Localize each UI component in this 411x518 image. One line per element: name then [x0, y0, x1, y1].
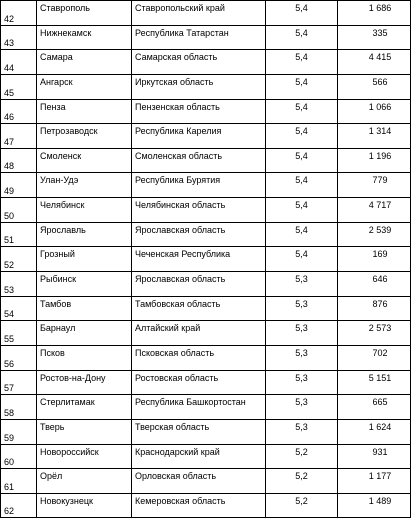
city-cell: Ярославль — [37, 222, 132, 247]
value-cell: 5,3 — [266, 321, 338, 346]
region-cell: Ярославская область — [132, 222, 266, 247]
city-cell: Тамбов — [37, 296, 132, 321]
rank-cell: 54 — [1, 296, 37, 321]
region-cell: Иркутская область — [132, 74, 266, 99]
table-row — [1, 222, 411, 247]
rank-cell: 48 — [1, 148, 37, 173]
rank-cell: 53 — [1, 272, 37, 297]
table-row — [1, 296, 411, 321]
region-cell: Тамбовская область — [132, 296, 266, 321]
value-cell: 5,4 — [266, 198, 338, 223]
rank-cell: 45 — [1, 74, 37, 99]
table-row — [1, 25, 411, 50]
region-cell: Республика Бурятия — [132, 173, 266, 198]
population-cell: 335 — [338, 25, 411, 50]
city-cell: Петрозаводск — [37, 124, 132, 149]
region-cell: Краснодарский край — [132, 444, 266, 469]
value-cell: 5,4 — [266, 74, 338, 99]
table-row — [1, 50, 411, 75]
table-row — [1, 99, 411, 124]
region-cell: Ставропольский край — [132, 1, 266, 26]
value-cell: 5,4 — [266, 25, 338, 50]
population-cell: 779 — [338, 173, 411, 198]
rank-cell: 44 — [1, 50, 37, 75]
region-cell: Чеченская Республика — [132, 247, 266, 272]
city-cell: Челябинск — [37, 198, 132, 223]
rank-cell: 58 — [1, 395, 37, 420]
value-cell: 5,3 — [266, 370, 338, 395]
value-cell: 5,2 — [266, 444, 338, 469]
city-cell: Псков — [37, 345, 132, 370]
rank-cell: 47 — [1, 124, 37, 149]
region-cell: Республика Башкортостан — [132, 395, 266, 420]
population-cell: 1 624 — [338, 419, 411, 444]
value-cell: 5,4 — [266, 124, 338, 149]
region-cell: Тверская область — [132, 419, 266, 444]
value-cell: 5,2 — [266, 469, 338, 494]
rank-cell: 61 — [1, 469, 37, 494]
table-row — [1, 469, 411, 494]
rank-cell: 50 — [1, 198, 37, 223]
rank-cell: 46 — [1, 99, 37, 124]
city-cell: Барнаул — [37, 321, 132, 346]
population-cell: 2 539 — [338, 222, 411, 247]
city-cell: Тверь — [37, 419, 132, 444]
population-cell: 1 196 — [338, 148, 411, 173]
region-cell: Псковская область — [132, 345, 266, 370]
region-cell: Ростовская область — [132, 370, 266, 395]
population-cell: 4 415 — [338, 50, 411, 75]
population-cell: 1 686 — [338, 1, 411, 26]
city-cell: Новороссийск — [37, 444, 132, 469]
population-cell: 566 — [338, 74, 411, 99]
value-cell: 5,4 — [266, 50, 338, 75]
region-cell: Смоленская область — [132, 148, 266, 173]
city-cell: Нижнекамск — [37, 25, 132, 50]
population-cell: 5 151 — [338, 370, 411, 395]
region-cell: Кемеровская область — [132, 493, 266, 518]
table-row — [1, 124, 411, 149]
rank-cell: 43 — [1, 25, 37, 50]
value-cell: 5,4 — [266, 99, 338, 124]
table-row — [1, 493, 411, 518]
population-cell: 931 — [338, 444, 411, 469]
region-cell: Челябинская область — [132, 198, 266, 223]
rank-cell: 42 — [1, 1, 37, 26]
table-row — [1, 173, 411, 198]
city-cell: Пенза — [37, 99, 132, 124]
region-cell: Орловская область — [132, 469, 266, 494]
table-row — [1, 247, 411, 272]
city-cell: Самара — [37, 50, 132, 75]
table-row — [1, 321, 411, 346]
region-cell: Самарская область — [132, 50, 266, 75]
rank-cell: 51 — [1, 222, 37, 247]
table-row — [1, 272, 411, 297]
table-row — [1, 1, 411, 26]
rank-cell: 55 — [1, 321, 37, 346]
value-cell: 5,3 — [266, 296, 338, 321]
city-cell: Ангарск — [37, 74, 132, 99]
value-cell: 5,3 — [266, 419, 338, 444]
population-cell: 646 — [338, 272, 411, 297]
population-cell: 702 — [338, 345, 411, 370]
value-cell: 5,3 — [266, 272, 338, 297]
rank-cell: 49 — [1, 173, 37, 198]
region-cell: Алтайский край — [132, 321, 266, 346]
rank-cell: 62 — [1, 493, 37, 518]
value-cell: 5,3 — [266, 345, 338, 370]
table-row — [1, 395, 411, 420]
rank-cell: 57 — [1, 370, 37, 395]
population-cell: 1 314 — [338, 124, 411, 149]
city-cell: Ростов-на-Дону — [37, 370, 132, 395]
city-cell: Стерлитамак — [37, 395, 132, 420]
value-cell: 5,3 — [266, 395, 338, 420]
rank-cell: 56 — [1, 345, 37, 370]
population-cell: 4 717 — [338, 198, 411, 223]
table-row — [1, 345, 411, 370]
value-cell: 5,4 — [266, 148, 338, 173]
value-cell: 5,2 — [266, 493, 338, 518]
region-cell: Республика Татарстан — [132, 25, 266, 50]
city-cell: Новокузнецк — [37, 493, 132, 518]
city-cell: Смоленск — [37, 148, 132, 173]
value-cell: 5,4 — [266, 173, 338, 198]
table-row — [1, 198, 411, 223]
rank-cell: 52 — [1, 247, 37, 272]
value-cell: 5,4 — [266, 247, 338, 272]
population-cell: 876 — [338, 296, 411, 321]
rank-cell: 59 — [1, 419, 37, 444]
city-cell: Ставрополь — [37, 1, 132, 26]
table-row — [1, 419, 411, 444]
region-cell: Республика Карелия — [132, 124, 266, 149]
table-row — [1, 370, 411, 395]
table-row — [1, 74, 411, 99]
region-cell: Пензенская область — [132, 99, 266, 124]
population-cell: 665 — [338, 395, 411, 420]
city-cell: Грозный — [37, 247, 132, 272]
region-cell: Ярославская область — [132, 272, 266, 297]
population-cell: 1 489 — [338, 493, 411, 518]
rank-cell: 60 — [1, 444, 37, 469]
population-cell: 2 573 — [338, 321, 411, 346]
value-cell: 5,4 — [266, 1, 338, 26]
population-cell: 1 177 — [338, 469, 411, 494]
city-table-body — [1, 1, 411, 518]
city-cell: Орёл — [37, 469, 132, 494]
table-row — [1, 444, 411, 469]
city-cell: Улан-Удэ — [37, 173, 132, 198]
population-cell: 169 — [338, 247, 411, 272]
table-row — [1, 148, 411, 173]
value-cell: 5,4 — [266, 222, 338, 247]
city-cell: Рыбинск — [37, 272, 132, 297]
population-cell: 1 066 — [338, 99, 411, 124]
